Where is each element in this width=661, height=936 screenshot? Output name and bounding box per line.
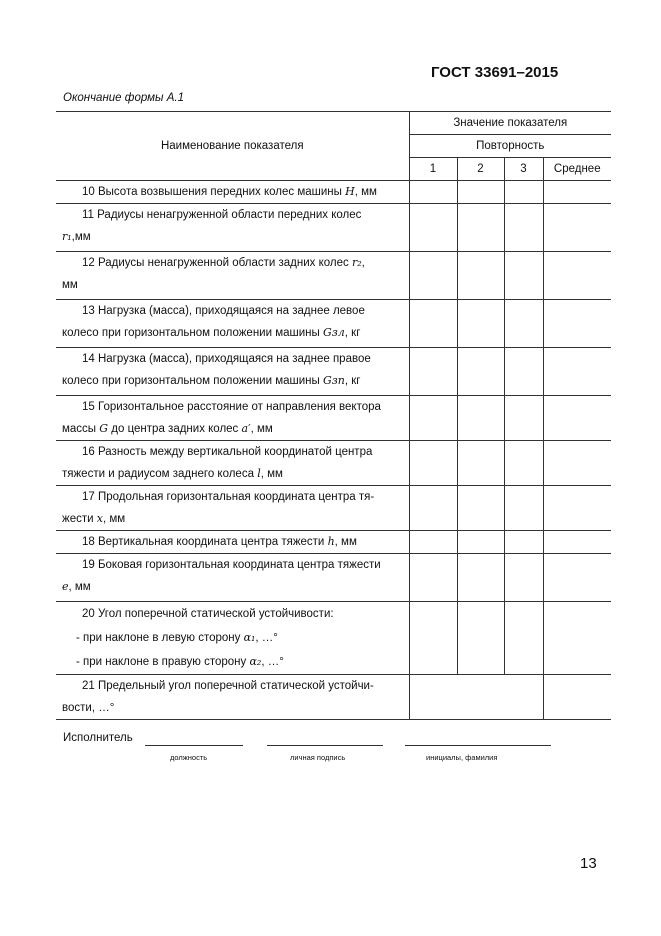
value-cell-3[interactable] (504, 396, 543, 441)
value-cell-average[interactable] (543, 348, 611, 396)
value-cell-2[interactable] (457, 486, 504, 531)
signature-caption: личная подпись (290, 753, 346, 762)
table-row (56, 348, 611, 396)
table-row (56, 554, 611, 602)
value-cell-3[interactable] (504, 441, 543, 486)
value-cell-1[interactable] (409, 348, 457, 396)
table-row (56, 300, 611, 348)
executor-label: Исполнитель (63, 732, 133, 744)
value-cell-3[interactable] (504, 554, 543, 602)
value-cell-2[interactable] (457, 204, 504, 252)
table-row (56, 486, 611, 531)
value-cell-1[interactable] (409, 300, 457, 348)
value-cell-merged[interactable] (409, 675, 543, 720)
table-row (56, 252, 611, 300)
value-cell-average[interactable] (543, 554, 611, 602)
indicator-name: 10 Высота возвышения передних колес машины H, мм (56, 181, 409, 204)
indicator-name: 18 Вертикальная координата центра тяжести h, мм (56, 531, 409, 554)
value-cell-average[interactable] (543, 531, 611, 554)
value-cell-1[interactable] (409, 554, 457, 602)
value-cell-average[interactable] (543, 441, 611, 486)
value-cell-average[interactable] (543, 252, 611, 300)
value-cell-3[interactable] (504, 204, 543, 252)
value-cell-3[interactable] (504, 252, 543, 300)
value-cell-2[interactable] (457, 554, 504, 602)
column-header-repeat: Повторность (409, 135, 611, 158)
value-cell-1[interactable] (409, 396, 457, 441)
position-caption: должность (170, 753, 208, 762)
value-cell-2[interactable] (457, 396, 504, 441)
value-cell-average[interactable] (543, 181, 611, 204)
value-cell-1[interactable] (409, 181, 457, 204)
value-cell-average[interactable] (543, 300, 611, 348)
column-header-3: 3 (504, 158, 543, 181)
name-caption: инициалы, фамилия (426, 753, 498, 762)
column-header-average: Среднее (543, 158, 611, 181)
table-row (56, 396, 611, 441)
value-cell-3[interactable] (504, 348, 543, 396)
column-header-1: 1 (409, 158, 457, 181)
value-cell-average[interactable] (543, 602, 611, 675)
value-cell-1[interactable] (409, 204, 457, 252)
indicator-name: 11 Радиусы ненагруженной области передних колес r₁,мм (56, 204, 409, 252)
value-cell-1[interactable] (409, 441, 457, 486)
page-number: 13 (580, 855, 597, 872)
indicator-name: 14 Нагрузка (масса), приходящаяся на заднее правое колесо при горизонтальном положении машины Gзп, кг (56, 348, 409, 396)
table-row (56, 181, 611, 204)
value-cell-2[interactable] (457, 181, 504, 204)
value-cell-2[interactable] (457, 252, 504, 300)
indicator-name: 13 Нагрузка (масса), приходящаяся на заднее левое колесо при горизонтальном положении машины Gзл, кг (56, 300, 409, 348)
indicator-name: 19 Боковая горизонтальная координата центра тяжести e, мм (56, 554, 409, 602)
position-line[interactable] (145, 745, 243, 746)
indicator-name: 17 Продольная горизонтальная координата центра тя- жести x, мм (56, 486, 409, 531)
column-header-2: 2 (457, 158, 504, 181)
indicator-name: 12 Радиусы ненагруженной области задних колес r₂, мм (56, 252, 409, 300)
value-cell-average[interactable] (543, 396, 611, 441)
table-row (56, 602, 611, 675)
indicator-table (56, 111, 611, 720)
value-cell-average[interactable] (543, 204, 611, 252)
value-cell-2[interactable] (457, 441, 504, 486)
indicator-name: 20 Угол поперечной статической устойчивости: - при наклоне в левую сторону α₁, …° - при наклоне в правую сторону α₂, …° (56, 602, 409, 675)
table-row (56, 441, 611, 486)
name-line[interactable] (405, 745, 551, 746)
value-cell-3[interactable] (504, 531, 543, 554)
value-cell-2[interactable] (457, 300, 504, 348)
value-cell-average[interactable] (543, 486, 611, 531)
indicator-name: 21 Предельный угол поперечной статической устойчи- вости, …° (56, 675, 409, 720)
value-cell-1[interactable] (409, 252, 457, 300)
value-cell-1[interactable] (409, 486, 457, 531)
column-header-name: Наименование показателя (56, 112, 409, 181)
column-header-value: Значение показателя (409, 112, 611, 135)
value-cell-2[interactable] (457, 348, 504, 396)
standard-title: ГОСТ 33691–2015 (431, 64, 559, 81)
value-cell-2[interactable] (457, 602, 504, 675)
table-row (56, 204, 611, 252)
value-cell-3[interactable] (504, 300, 543, 348)
table-row (56, 531, 611, 554)
indicator-name: 16 Разность между вертикальной координатой центра тяжести и радиусом заднего колеса l, мм (56, 441, 409, 486)
form-caption: Окончание формы А.1 (63, 92, 184, 104)
value-cell-3[interactable] (504, 602, 543, 675)
value-cell-3[interactable] (504, 181, 543, 204)
value-cell-3[interactable] (504, 486, 543, 531)
value-cell-average[interactable] (543, 675, 611, 720)
value-cell-1[interactable] (409, 531, 457, 554)
signature-line[interactable] (267, 745, 383, 746)
table-row (56, 675, 611, 720)
value-cell-2[interactable] (457, 531, 504, 554)
value-cell-1[interactable] (409, 602, 457, 675)
indicator-name: 15 Горизонтальное расстояние от направления вектора массы G до центра задних колес a′, мм (56, 396, 409, 441)
